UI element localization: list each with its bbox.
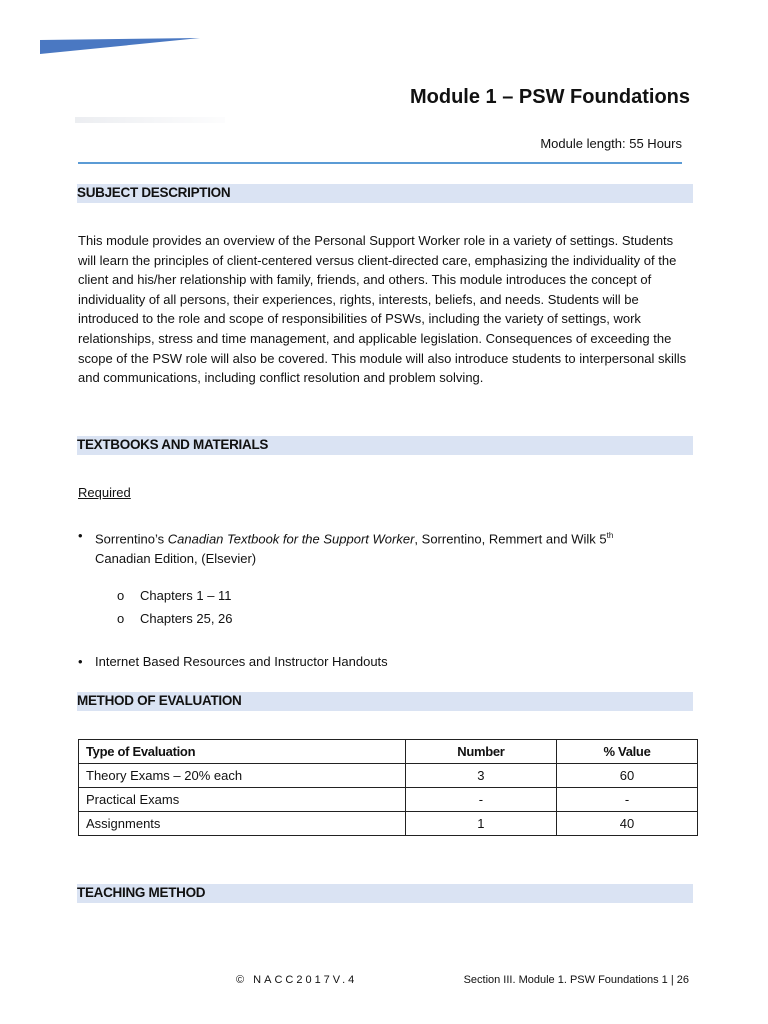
table-cell: - bbox=[405, 788, 556, 812]
module-length: Module length: 55 Hours bbox=[540, 136, 682, 151]
document-page: Module 1 – PSW Foundations Module length: 55 Hours SUBJECT DESCRIPTION This module provides an overview of the Personal Support Worker role in a variety of settings. Students will learn the principles of client-centered versus client-directed care, emphasizing the individuality of the client and his/her relationship with family, friends, and others. This module introduces the concept of individuality of all persons, their experiences, rights, interests, beliefs, and needs. Students will be introduced to the role and scope of responsibilities of PSWs, including the variety of settings, work relationships, stress and time management, and applicable legislation. Consequences of exceeding the scope of the PSW role will also be covered. This module will also introduce students to interpersonal skills and communications, including conflict resolution and problem solving. TEXTBOOKS AND MATERIALS Required • Sorrentino’s Canadian Textbook for the Support Worker, Sorrentino, Remmert and Wilk 5th Canadian Edition, (Elsevier) o Chapters 1 – 11 o Chapters 25, 26 • Internet Based Resources and Instructor Handouts METHOD OF EVALUATION Type of Evaluation Number % Value Theory Exams – 20% each 3 60 Practical Exams - - Assignments 1 40 TEACHING METHOD © NACC2017V.4 Section III. Module 1. PSW Foundations 1 | 26 bbox=[0, 0, 768, 1024]
sub-bullet-icon: o bbox=[117, 611, 125, 626]
table-cell: Practical Exams bbox=[79, 788, 406, 812]
table-cell: - bbox=[557, 788, 698, 812]
section-header-evaluation bbox=[77, 692, 693, 711]
page-title: Module 1 – PSW Foundations bbox=[410, 86, 690, 108]
table-cell: 1 bbox=[405, 812, 556, 836]
section-header-textbooks bbox=[77, 436, 693, 455]
sub-bullet-icon: o bbox=[117, 588, 125, 603]
textbook-title: Canadian Textbook for the Support Worker bbox=[167, 531, 415, 547]
table-cell: 60 bbox=[557, 764, 698, 788]
table-row bbox=[79, 788, 698, 812]
section-title: TEXTBOOKS AND MATERIALS bbox=[77, 437, 269, 452]
section-title: METHOD OF EVALUATION bbox=[77, 693, 242, 708]
faint-logo-mark bbox=[75, 117, 225, 123]
table-row bbox=[79, 764, 698, 788]
table-cell: 40 bbox=[557, 812, 698, 836]
column-header: Number bbox=[405, 740, 556, 764]
section-title: TEACHING METHOD bbox=[77, 885, 206, 900]
table-row bbox=[79, 812, 698, 836]
header-divider bbox=[78, 162, 682, 164]
bullet-icon: • bbox=[78, 654, 83, 669]
table-header-row bbox=[79, 740, 698, 764]
column-header: Type of Evaluation bbox=[79, 740, 406, 764]
footer-copyright: © NACC2017V.4 bbox=[236, 974, 358, 986]
section-header-teaching bbox=[77, 884, 693, 903]
section-header-subject bbox=[77, 184, 693, 203]
column-header: % Value bbox=[557, 740, 698, 764]
footer-page-info: Section III. Module 1. PSW Foundations 1 | 26 bbox=[463, 974, 689, 986]
textbook-citation: Sorrentino’s Canadian Textbook for the Support Worker, Sorrentino, Remmert and Wilk 5th Canadian Edition, (Elsevier) bbox=[95, 531, 614, 567]
table-cell: Theory Exams – 20% each bbox=[79, 764, 406, 788]
corner-accent-shape bbox=[40, 38, 200, 54]
evaluation-table bbox=[78, 739, 698, 836]
subject-description: This module provides an overview of the Personal Support Worker role in a variety of settings. Students will learn the principles of client-centered versus client-directed care, emphasizing the individuality of the client and his/her relationship with family, friends, and others. This module introduces the concept of individuality of all persons, their experiences, rights, interests, beliefs, and needs. Students will be introduced to the role and scope of responsibilities of PSWs, including the variety of settings, work relationships, stress and time management, and applicable legislation. Consequences of exceeding the scope of the PSW role will also be covered. This module will also introduce students to interpersonal skills and communications, including conflict resolution and problem solving. bbox=[78, 233, 687, 386]
section-title: SUBJECT DESCRIPTION bbox=[77, 185, 231, 200]
table-cell: 3 bbox=[405, 764, 556, 788]
required-label: Required bbox=[78, 485, 131, 500]
table-cell: Assignments bbox=[79, 812, 406, 836]
bullet-icon: • bbox=[78, 528, 83, 543]
